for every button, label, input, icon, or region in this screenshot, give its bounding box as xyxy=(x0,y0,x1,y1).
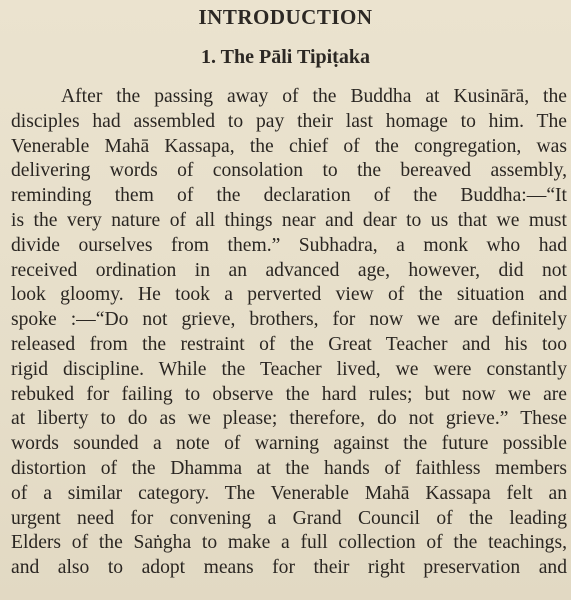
text-line: reminding them of the declaration of the Buddha:—“It xyxy=(11,185,567,207)
text-line: look gloomy. He took a perverted view of the situation and xyxy=(11,284,567,306)
text-line: at liberty to do as we please; therefore, do not grieve.” These xyxy=(11,408,567,430)
text-line: of a similar category. The Venerable Mahā Kassapa felt an xyxy=(11,482,567,504)
text-line: spoke :—“Do not grieve, brothers, for now we are definitely xyxy=(11,309,567,331)
text-line: Venerable Mahā Kassapa, the chief of the congregation, was xyxy=(11,135,567,157)
text-line: released from the restraint of the Great Teacher and his too xyxy=(11,333,567,355)
section-title: 1. The Pāli Tipiṭaka xyxy=(201,46,370,68)
text-line: delivering words of consolation to the bereaved assembly, xyxy=(11,160,567,182)
text-line: rebuked for failing to observe the hard rules; but now we are xyxy=(11,383,567,405)
text-line: distortion of the Dhamma at the hands of faithless members xyxy=(11,457,567,479)
text-line: rigid discipline. While the Teacher lived, we were constantly xyxy=(11,358,567,380)
text-line: divide ourselves from them.” Subhadra, a monk who had xyxy=(11,234,567,256)
body-paragraph xyxy=(11,85,567,581)
text-line: After the passing away of the Buddha at Kusinārā, the xyxy=(61,86,567,107)
text-line: Elders of the Saṅgha to make a full collection of the teachings, xyxy=(11,532,567,554)
text-line: disciples had assembled to pay their last homage to him. The xyxy=(11,110,567,132)
text-line: received ordination in an advanced age, however, did not xyxy=(11,259,567,281)
text-line: is the very nature of all things near and dear to us that we must xyxy=(11,209,567,231)
text-line: and also to adopt means for their right preservation and xyxy=(11,557,567,579)
chapter-title: INTRODUCTION xyxy=(198,5,373,29)
text-line: urgent need for convening a Grand Council of the leading xyxy=(11,507,567,529)
text-line: words sounded a note of warning against the future possible xyxy=(11,433,567,455)
